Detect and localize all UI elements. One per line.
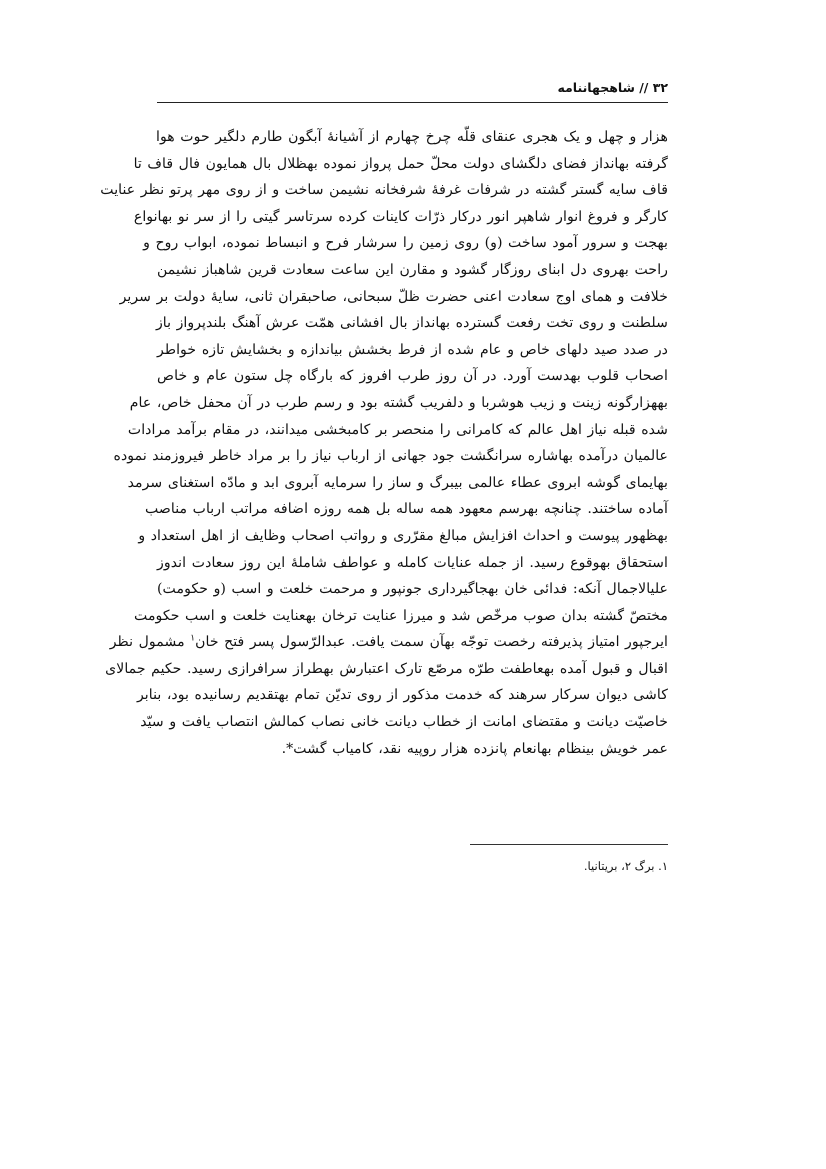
footnote-number: ۱. xyxy=(658,859,668,873)
text-line: گرفته بهانداز فضای دلگشای دولت محلّ حمل پرواز نموده بهظلال بال همایون فال قاف تا xyxy=(133,155,668,172)
text-line: کاشی دیوان سرکار سرهند که خدمت مذکور از روی تدیّن تمام بهتقدیم رسانیده بود، بنابر xyxy=(136,687,668,704)
text-line-part: مشمول نظر xyxy=(109,634,185,651)
text-line: خاصیّت دیانت و مقتضای امانت از خطاب دیانت خانی نصاب کمالش انتصاب یافت و سیّد xyxy=(140,714,668,731)
footnote-reference: ۱ xyxy=(190,633,196,644)
text-line-part: ایرجپور امتیاز پذیرفته رخصت توجّه بهآن سمت یافت. عبدالرّسول پسر فتح خان xyxy=(195,634,668,651)
text-line: مختصّ گشته بدان صوب مرخّص شد و میرزا عنایت ترخان بهعنایت خلعت و اسب حکومت xyxy=(134,607,668,624)
main-text xyxy=(100,124,668,762)
text-line: شده قبله نیاز اهل عالم که کامرانی را منحصر بر کامبخشی میدانند، در مقام برآمد مرادات xyxy=(127,421,668,438)
text-line: علیالاجمال آنکه: فدائی خان بهجاگیرداری جونپور و مرحمت خلعت و اسب (و حکومت) xyxy=(157,581,668,598)
text-line: بههزارگونه زینت و زیب هوشربا و دلفریب گشته بود و رسم طرب در آن محفل خاص، عام xyxy=(129,394,668,411)
text-line: راحت بهروی دل ابنای روزگار گشود و مقارن این ساعت سعادت قرین شاهباز نشیمن xyxy=(157,261,668,278)
page-number: ۳۲ xyxy=(652,80,668,95)
text-line: استحقاق بهوقوع رسید. از جمله عنایات کامله و عواطف شاملهٔ این روز سعادت اندوز xyxy=(157,554,668,571)
text-line: اقبال و قبول آمده بهعاطفت طرّه مرصّع تارک اعتبارش بهطراز سرافرازی رسید. حکیم جمالای xyxy=(105,660,668,677)
text-line: هزار و چهل و یک هجری عنقای قلّه چرخ چهارم از آشیانهٔ آبگون طارم دلگیر حوت هوا xyxy=(156,129,668,145)
book-title: شاهجهاننامه xyxy=(557,80,635,95)
footnote xyxy=(157,856,668,876)
header-separator: // xyxy=(639,80,649,95)
text-line: عالمیان درآمده بهاشاره سرانگشت جود جهانی از ارباب نیاز را بر مراد خاطر فیروزمند نموده xyxy=(113,448,668,465)
header-rule xyxy=(157,102,668,103)
text-line: اصحاب قلوب بهدست آورد. در آن روز طرب افروز که بارگاه چل ستون عام و خاص xyxy=(157,368,668,385)
text-line: آماده ساختند. چنانچه بهرسم معهود همه ساله بل همه روزه اضافه مراتب ارباب مناصب xyxy=(144,501,668,518)
footnote-text: برگ ۲، بریتانیا. xyxy=(583,859,655,873)
footnote-rule xyxy=(470,844,668,845)
text-line: در صدد صید دلهای خاص و عام شده از فرط بخشش بیاندازه و بخشایش تازه خواطر xyxy=(157,341,668,358)
text-line: کارگر و فروغ انوار شاهپر انور درکار ذرّات کاینات کرده سرتاسر گیتی را از سر نو بهانواع xyxy=(133,208,668,225)
text-line: بهجت و سرور آمود ساخت (و) روی زمین را سرشار فرح و انبساط نموده، ابواب روح و xyxy=(143,235,668,252)
text-line: عمر خویش بینظام بهانعام پانزده هزار روپیه نقد، کامیاب گشت*. xyxy=(281,740,668,757)
text-line: سلطنت و روی تخت رفعت گسترده بهانداز بال افشانی همّت عرش آهنگ بلندپرواز باز xyxy=(155,315,668,332)
running-header xyxy=(157,78,668,98)
text-line: بهظهور پیوست و احداث افزایش مبالغ مقرّری و رواتب اصحاب وظایف از اهل استعداد و xyxy=(138,527,668,544)
text-line: بهایمای گوشه ابروی عطاء عالمی بیبرگ و ساز را سرمایه آبروی ابد و مادّه استغنای سرمد xyxy=(127,474,668,491)
text-line-with-footnote xyxy=(109,629,668,656)
text-line: قاف سایه گستر گشته در شرفات غرفهٔ شرفخانه نشیمن ساخت و از روی مهر پرتو نظر عنایت xyxy=(100,182,668,199)
text-line: خلافت و همای اوج سعادت اعنی حضرت ظلّ سبحانی، صاحبقران ثانی، سایهٔ دولت بر سریر xyxy=(119,288,668,305)
